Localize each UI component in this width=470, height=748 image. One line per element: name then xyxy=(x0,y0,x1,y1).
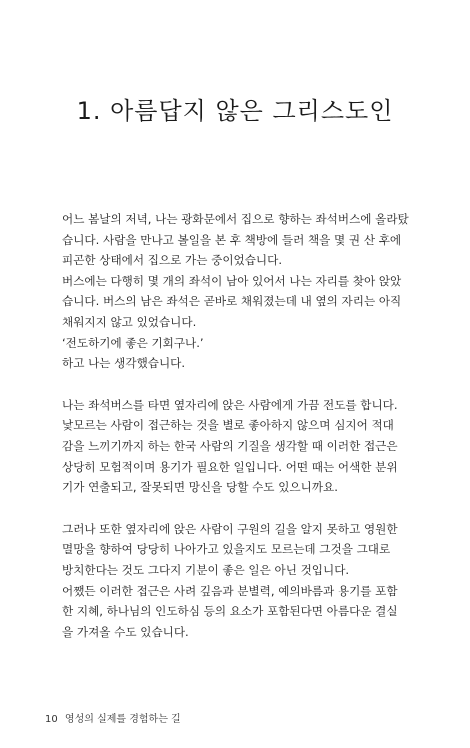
text-line: 어느 봄날의 저녁, 나는 광화문에서 집으로 향하는 좌석버스에 올라탔 xyxy=(62,212,409,226)
text-line: 한 지혜, 하나님의 인도하심 등의 요소가 포함된다면 아름다운 결실 xyxy=(62,604,398,619)
paragraph xyxy=(62,395,422,498)
running-title: 영성의 실제를 경험하는 길 xyxy=(64,714,181,725)
paragraph xyxy=(62,209,422,374)
page-number: 10 xyxy=(45,714,58,725)
chapter-title: 1. 아름답지 않은 그리스도인 xyxy=(76,97,394,125)
text-line: 기가 연출되고, 잘못되면 망신을 당할 수도 있으니까요. xyxy=(62,480,338,495)
text-line: ‘전도하기에 좋은 기회구나.’ xyxy=(62,335,204,350)
text-line: 습니다. 사람을 만나고 볼일을 본 후 책방에 들러 책을 몇 권 산 후에 xyxy=(62,232,402,247)
paragraph xyxy=(62,519,422,643)
text-line: 방치한다는 것도 그다지 기분이 좋은 일은 아닌 것입니다. xyxy=(62,562,350,577)
text-line: 감을 느끼기까지 하는 한국 사람의 기질을 생각할 때 이러한 접근은 xyxy=(62,438,398,453)
text-line: 나는 좌석버스를 타면 옆자리에 앉은 사람에게 가끔 전도를 합니다. xyxy=(62,397,398,412)
paragraph-gap xyxy=(62,374,422,395)
text-line: 하고 나는 생각했습니다. xyxy=(62,356,186,371)
paragraph-gap xyxy=(62,498,422,519)
text-line: 버스에는 다행히 몇 개의 좌석이 남아 있어서 나는 자리를 찾아 앉았 xyxy=(62,273,402,288)
text-line: 상당히 모험적이며 용기가 필요한 일입니다. 어떤 때는 어색한 분위 xyxy=(62,459,398,474)
page-footer xyxy=(45,710,181,725)
body-text xyxy=(62,209,422,642)
text-line: 피곤한 상태에서 집으로 가는 중이었습니다. xyxy=(62,253,283,268)
text-line: 그러나 또한 옆자리에 앉은 사람이 구원의 길을 알지 못하고 영원한 xyxy=(62,521,398,536)
text-line: 어쨌든 이러한 접근은 사려 깊음과 분별력, 예의바름과 용기를 포함 xyxy=(62,583,398,598)
text-line: 채워지지 않고 있었습니다. xyxy=(62,314,197,329)
text-line: 멸망을 향하여 당당히 나아가고 있을지도 모르는데 그것을 그대로 xyxy=(62,542,391,557)
text-line: 을 가져올 수도 있습니다. xyxy=(62,624,189,639)
text-line: 습니다. 버스의 남은 좌석은 곧바로 채워졌는데 내 옆의 자리는 아직 xyxy=(62,294,402,309)
text-line: 낯모르는 사람이 접근하는 것을 별로 좋아하지 않으며 심지어 적대 xyxy=(62,418,394,433)
